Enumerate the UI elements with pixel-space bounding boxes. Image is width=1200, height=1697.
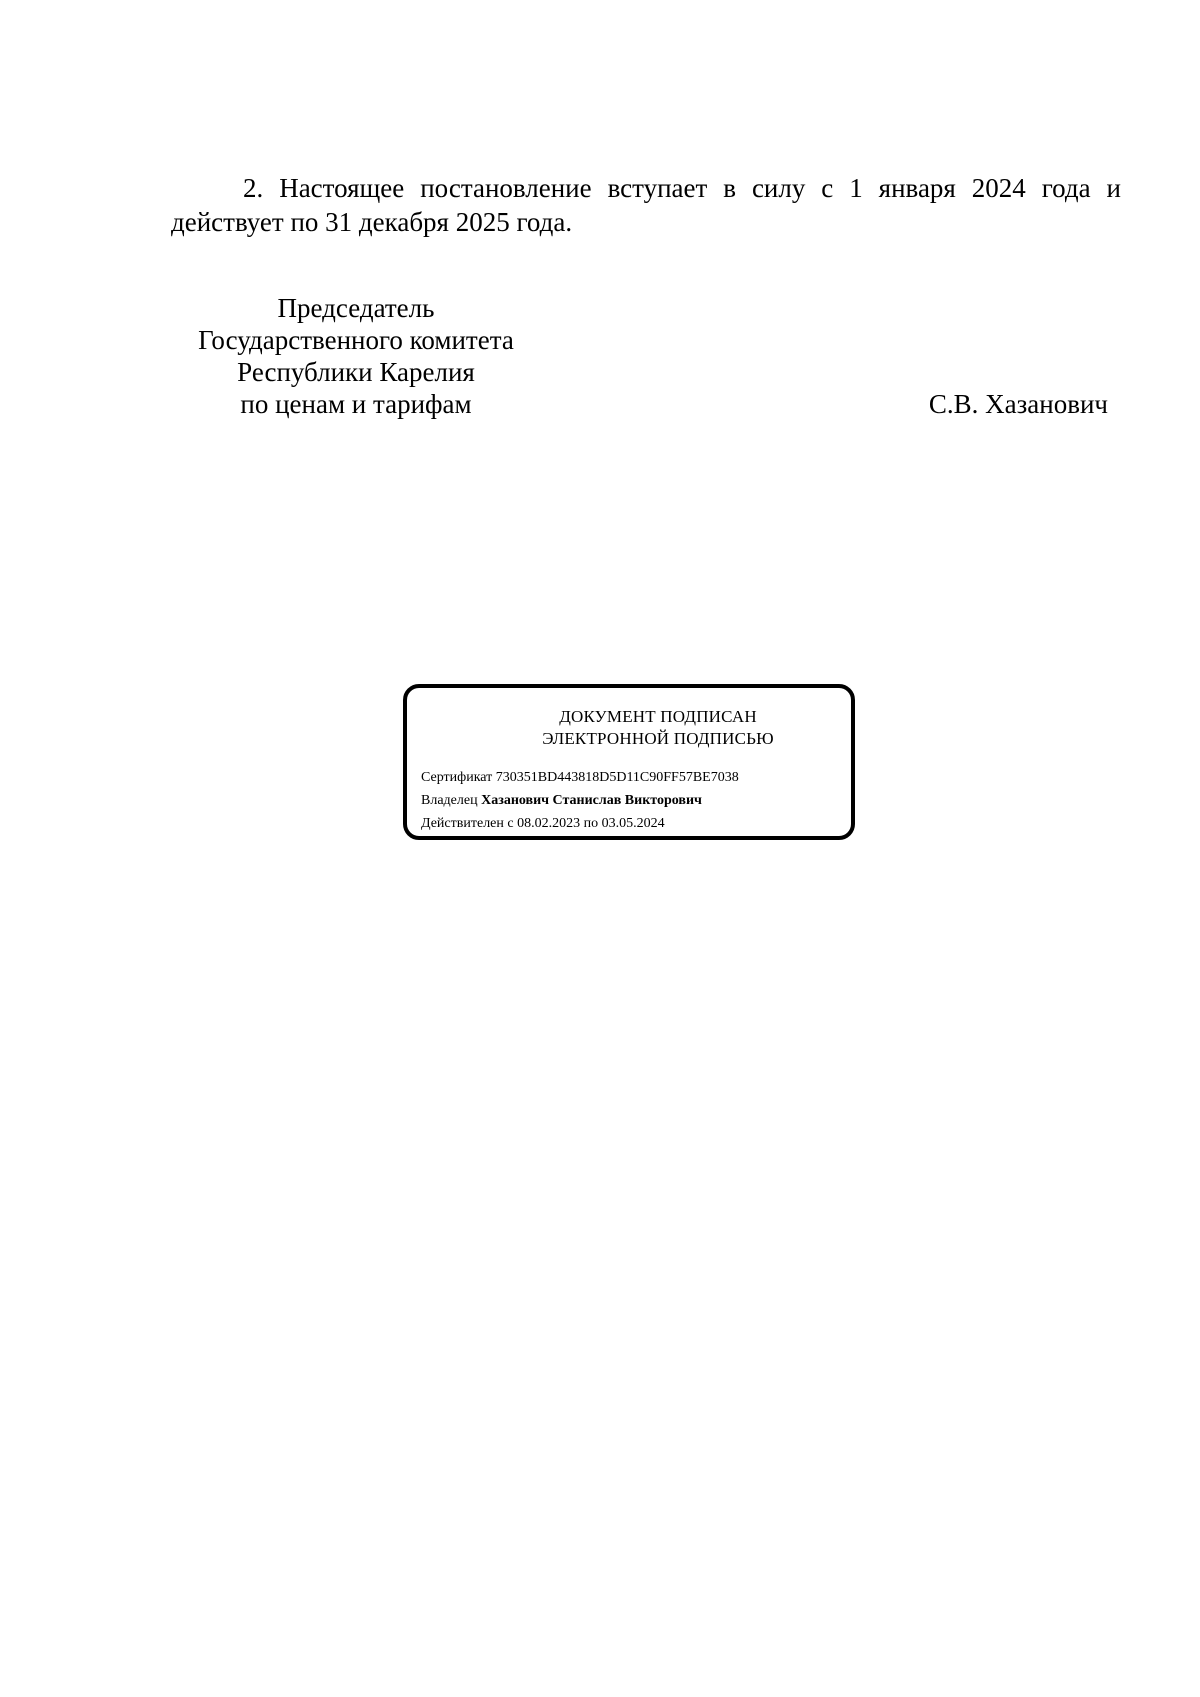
signer-name: С.В. Хазанович	[928, 389, 1108, 419]
certificate-value: 730351BD443818D5D11C90FF57BE7038	[495, 770, 739, 785]
valid-label: Действителен с	[421, 816, 514, 831]
owner-row	[421, 789, 739, 812]
stamp-details	[421, 766, 739, 835]
signatory-title-line-3: Республики Карелия	[237, 357, 475, 387]
owner-label: Владелец	[421, 793, 478, 808]
valid-to: 03.05.2024	[601, 816, 665, 831]
valid-from: 08.02.2023	[517, 816, 581, 831]
signatory-title-line-4: по ценам и тарифам	[240, 389, 472, 419]
stamp-title-line-1: ДОКУМЕНТ ПОДПИСАН	[559, 707, 757, 726]
electronic-signature-stamp	[403, 684, 855, 840]
stamp-title	[407, 706, 851, 750]
certificate-label: Сертификат	[421, 770, 493, 785]
paragraph-effective-date: 2. Настоящее постановление вступает в силу с 1 января 2024 года и действует по 31 декабря 2025 года.	[171, 173, 1121, 237]
owner-value: Хазанович Станислав Викторович	[481, 793, 702, 808]
certificate-row	[421, 766, 739, 789]
signatory-title-line-1: Председатель	[277, 293, 435, 323]
validity-row	[421, 812, 739, 835]
signatory-title	[171, 292, 541, 420]
valid-to-label: по	[583, 816, 599, 831]
signatory-title-line-2: Государственного комитета	[198, 325, 514, 355]
stamp-title-line-2: ЭЛЕКТРОННОЙ ПОДПИСЬЮ	[542, 729, 774, 748]
